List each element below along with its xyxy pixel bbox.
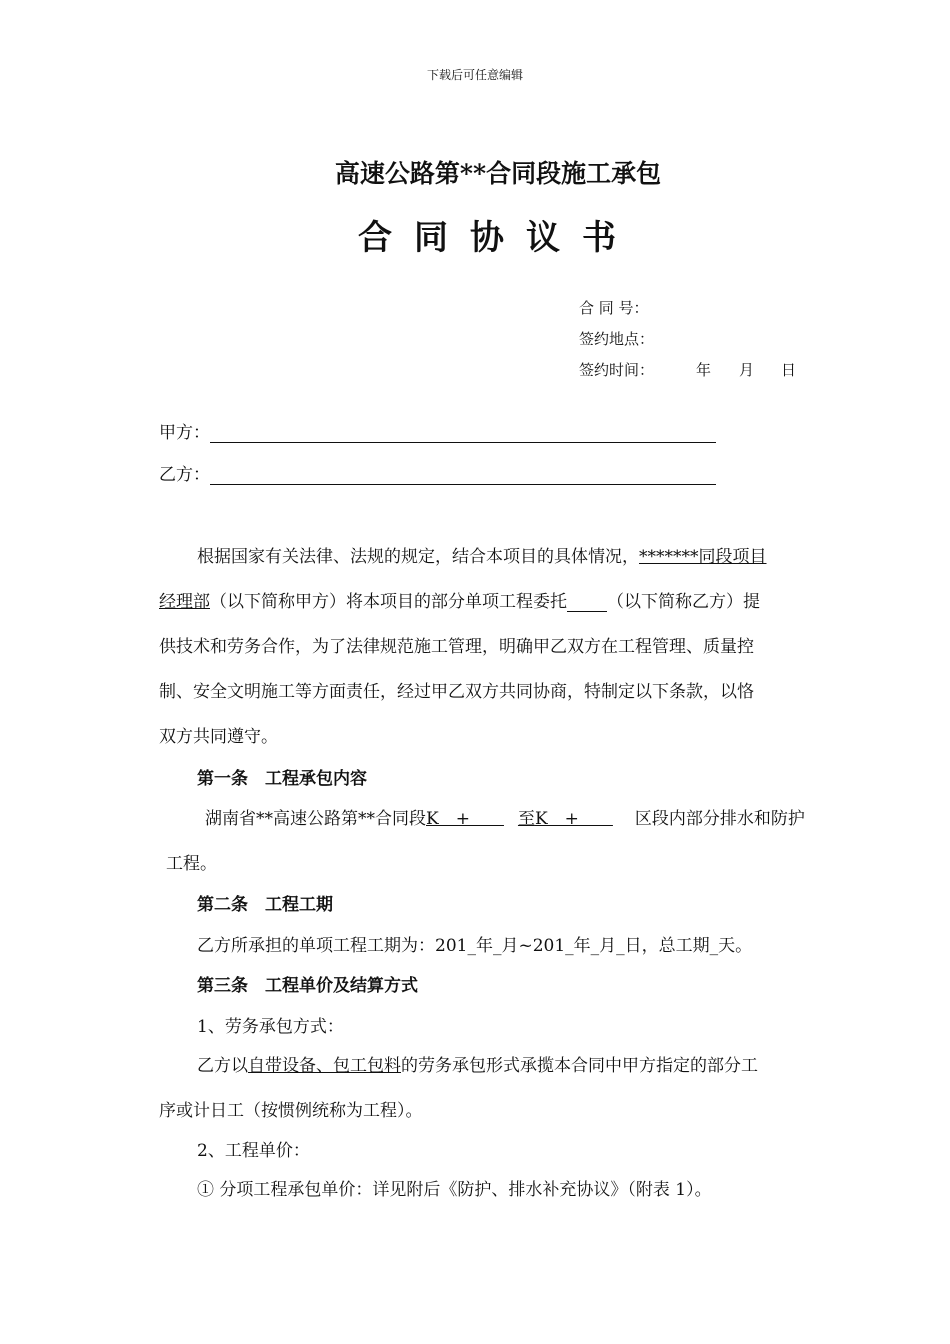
party-b-label: 乙方： xyxy=(159,465,210,485)
party-b-row xyxy=(159,460,716,485)
article-3-item-1: 1、劳务承包方式： xyxy=(197,1017,344,1037)
party-b-blank xyxy=(210,466,716,485)
header-note: 下载后可任意编辑 xyxy=(426,68,523,82)
entrusted-party-blank xyxy=(567,593,607,612)
month-label: 月 xyxy=(739,361,755,379)
contract-mode: 自带设备、包工包料 xyxy=(248,1056,401,1076)
start-chainage: K + xyxy=(426,809,504,829)
intro-text: （以下简称乙方）提 xyxy=(607,592,760,612)
party-a-blank xyxy=(210,424,716,443)
year-label: 年 xyxy=(696,361,712,379)
sign-time-label: 签约时间： xyxy=(579,361,655,379)
day-label: 日 xyxy=(781,361,797,379)
article-3-title: 第三条 工程单价及结算方式 xyxy=(197,976,418,996)
intro-line-5: 双方共同遵守。 xyxy=(159,727,278,747)
intro-line-3: 供技术和劳务合作，为了法律规范施工管理，明确甲乙双方在工程管理、质量控 xyxy=(159,637,754,657)
intro-line-1 xyxy=(197,542,767,567)
intro-line-4: 制、安全文明施工等方面责任，经过甲乙双方共同协商，特制定以下条款，以恪 xyxy=(159,682,754,702)
article-3-text: 乙方以 xyxy=(197,1056,248,1076)
contract-number-field xyxy=(579,297,649,318)
range-to: 至 xyxy=(517,809,535,829)
sign-place-label: 签约地点： xyxy=(579,330,655,348)
sign-time-field xyxy=(579,359,654,380)
article-3-para-1 xyxy=(197,1051,758,1076)
article-1-line-2: 工程。 xyxy=(166,854,217,874)
intro-text: （以下简称甲方）将本项目的部分单项工程委托 xyxy=(210,592,567,612)
article-1-text: 区段内部分排水和防护 xyxy=(634,809,805,829)
intro-line-2 xyxy=(159,587,760,612)
article-2-title: 第二条 工程工期 xyxy=(197,895,333,915)
article-3-item-2-1: ① 分项工程承包单价：详见附后《防护、排水补充协议》（附表 1）。 xyxy=(197,1180,712,1200)
article-3-text: 的劳务承包形式承揽本合同中甲方指定的部分工 xyxy=(401,1056,758,1076)
article-1-text: 湖南省**高速公路第**合同段 xyxy=(205,809,426,829)
article-1-title: 第一条 工程承包内容 xyxy=(197,769,367,789)
contract-number-label: 合 同 号： xyxy=(579,299,649,317)
article-2-text: 乙方所承担的单项工程工期为：201_年_月~201_年_月_日，总工期_天。 xyxy=(197,936,753,956)
party-a-label: 甲方： xyxy=(159,423,210,443)
document-title: 高速公路第**合同段施工承包 xyxy=(334,159,662,188)
intro-text: 根据国家有关法律、法规的规定，结合本项目的具体情况， xyxy=(197,547,639,567)
article-1-line-1 xyxy=(205,804,805,829)
party-a-row xyxy=(159,418,716,443)
end-chainage: K + xyxy=(534,809,613,829)
article-3-para-1-line-2: 序或计日工（按惯例统称为工程）。 xyxy=(159,1101,423,1121)
project-dept-suffix: 经理部 xyxy=(159,592,210,612)
sign-place-field xyxy=(579,328,654,349)
project-dept-name: *******同段项目 xyxy=(639,547,767,567)
document-subtitle: 合同协议书 xyxy=(358,218,638,258)
article-3-item-2: 2、工程单价： xyxy=(197,1141,310,1161)
